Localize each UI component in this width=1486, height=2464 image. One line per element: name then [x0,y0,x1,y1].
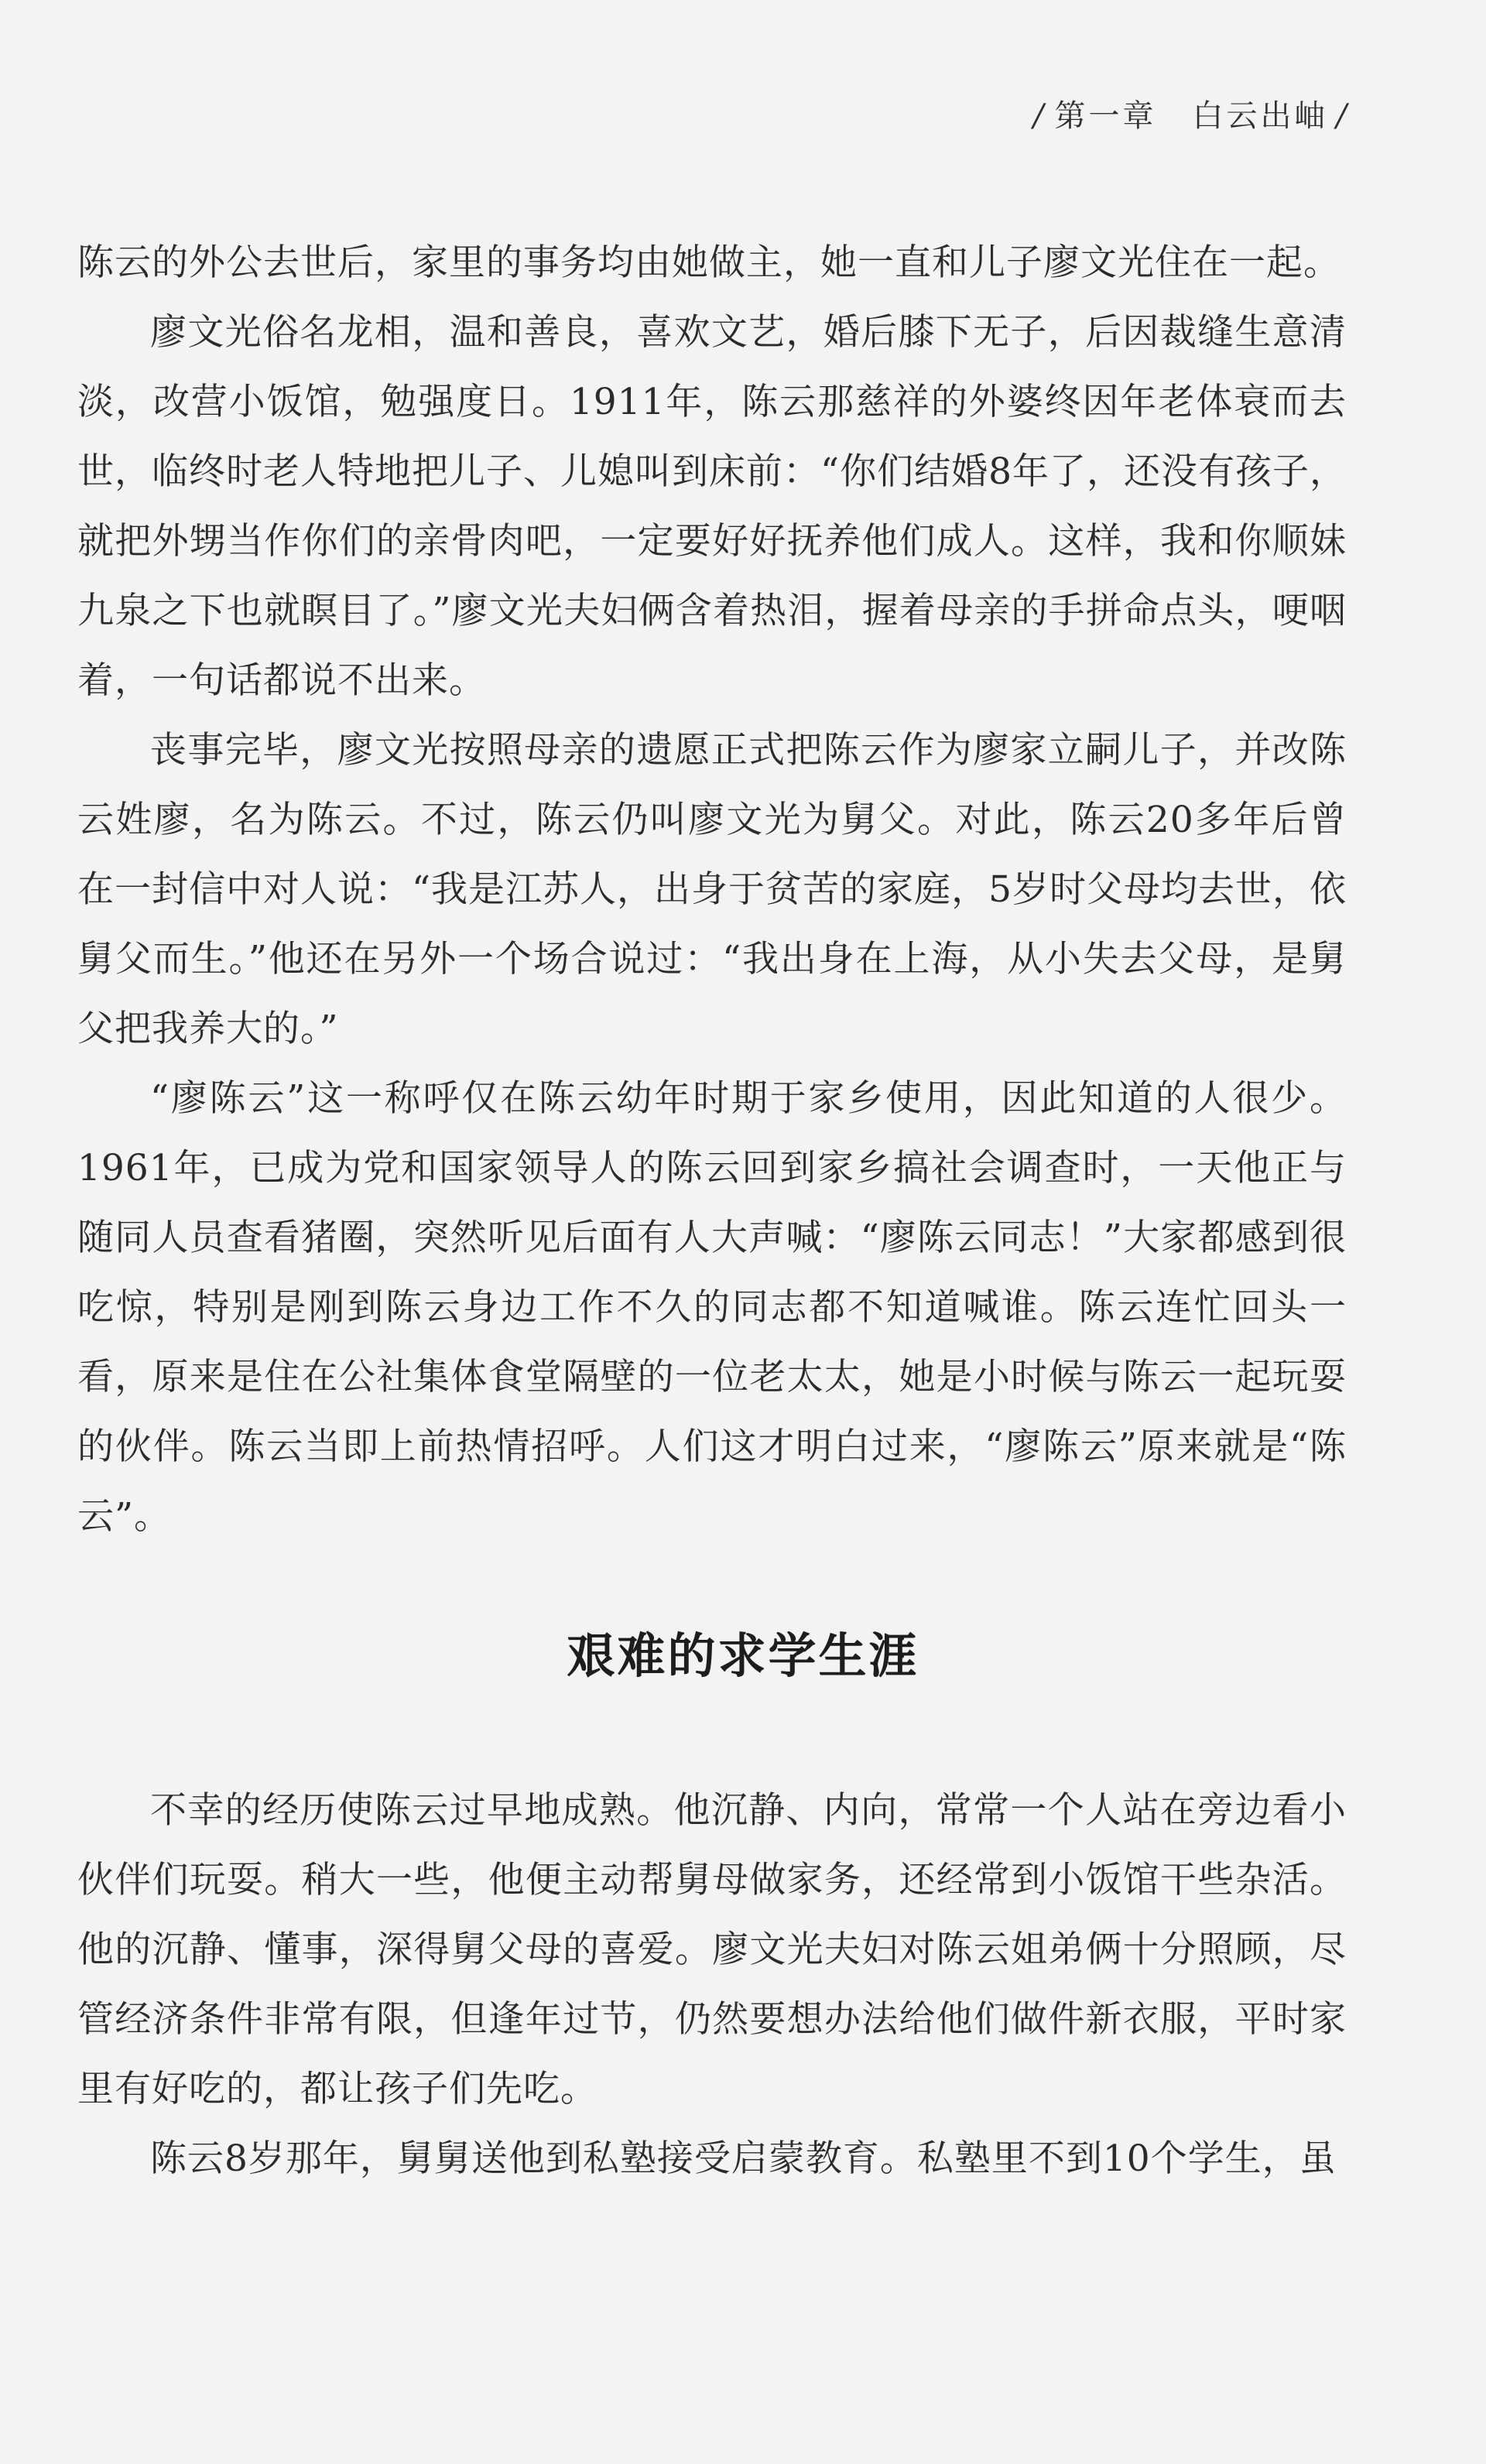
running-head [1025,91,1358,135]
paragraph: 不幸的经历使陈云过早地成熟。他沉静、内向，常常一个人站在旁边看小伙伴们玩耍。稍大一些，他便主动帮舅母做家务，还经常到小饭馆干些杂活。他的沉静、懂事，深得舅父母的喜爱。廖文光夫妇对陈云姐弟俩十分照顾，尽管经济条件非常有限，但逢年过节，仍然要想办法给他们做件新衣服，平时家里有好吃的，都让孩子们先吃。 [77,1789,1347,2110]
paragraph: 陈云8岁那年，舅舅送他到私塾接受启蒙教育。私塾里不到10个学生，虽 [150,2137,1337,2180]
section-heading: 艰难的求学生涯 [567,1627,919,1684]
chapter-title: 白云出岫 [1192,98,1329,134]
paragraph: “廖陈云”这一称呼仅在陈云幼年时期于家乡使用，因此知道的人很少。1961年，已成为党和国家领导人的陈云回到家乡搞社会调查时，一天他正与随同人员查看猪圈，突然听见后面有人大声喊：“廖陈云同志！”大家都感到很吃惊，特别是刚到陈云身边工作不久的同志都不知道喊谁。陈云连忙回头一看，原来是住在公社集体食堂隔壁的一位老太太，她是小时候与陈云一起玩耍的伙伴。陈云当即上前热情招呼。人们这才明白过来，“廖陈云”原来就是“陈云”。 [77,1077,1347,1538]
section-one-text [77,228,1347,1552]
section-two-text [77,1776,1347,2194]
paragraph: 陈云的外公去世后，家里的事务均由她做主，她一直和儿子廖文光住在一起。 [77,241,1340,284]
chapter-label: 第一章 [1054,98,1157,134]
paragraph: 丧事完毕，廖文光按照母亲的遗愿正式把陈云作为廖家立嗣儿子，并改陈云姓廖，名为陈云。不过，陈云仍叫廖文光为舅父。对此，陈云20多年后曾在一封信中对人说：“我是江苏人，出身于贫苦的家庭，5岁时父母均去世，依舅父而生。”他还在另外一个场合说过：“我出身在上海，从小失去父母，是舅父把我养大的。” [77,729,1347,1050]
paragraph: 廖文光俗名龙相，温和善良，喜欢文艺，婚后膝下无子，后因裁缝生意清淡，改营小饭馆，勉强度日。1911年，陈云那慈祥的外婆终因年老体衰而去世，临终时老人特地把儿子、儿媳叫到床前：“你们结婚8年了，还没有孩子，就把外甥当作你们的亲骨肉吧，一定要好好抚养他们成人。这样，我和你顺妹九泉之下也就瞑目了。”廖文光夫妇俩含着热泪，握着母亲的手拼命点头，哽咽着，一句话都说不出来。 [77,311,1347,702]
running-head-divider: / [1033,98,1047,134]
running-head-divider: / [1336,98,1350,134]
